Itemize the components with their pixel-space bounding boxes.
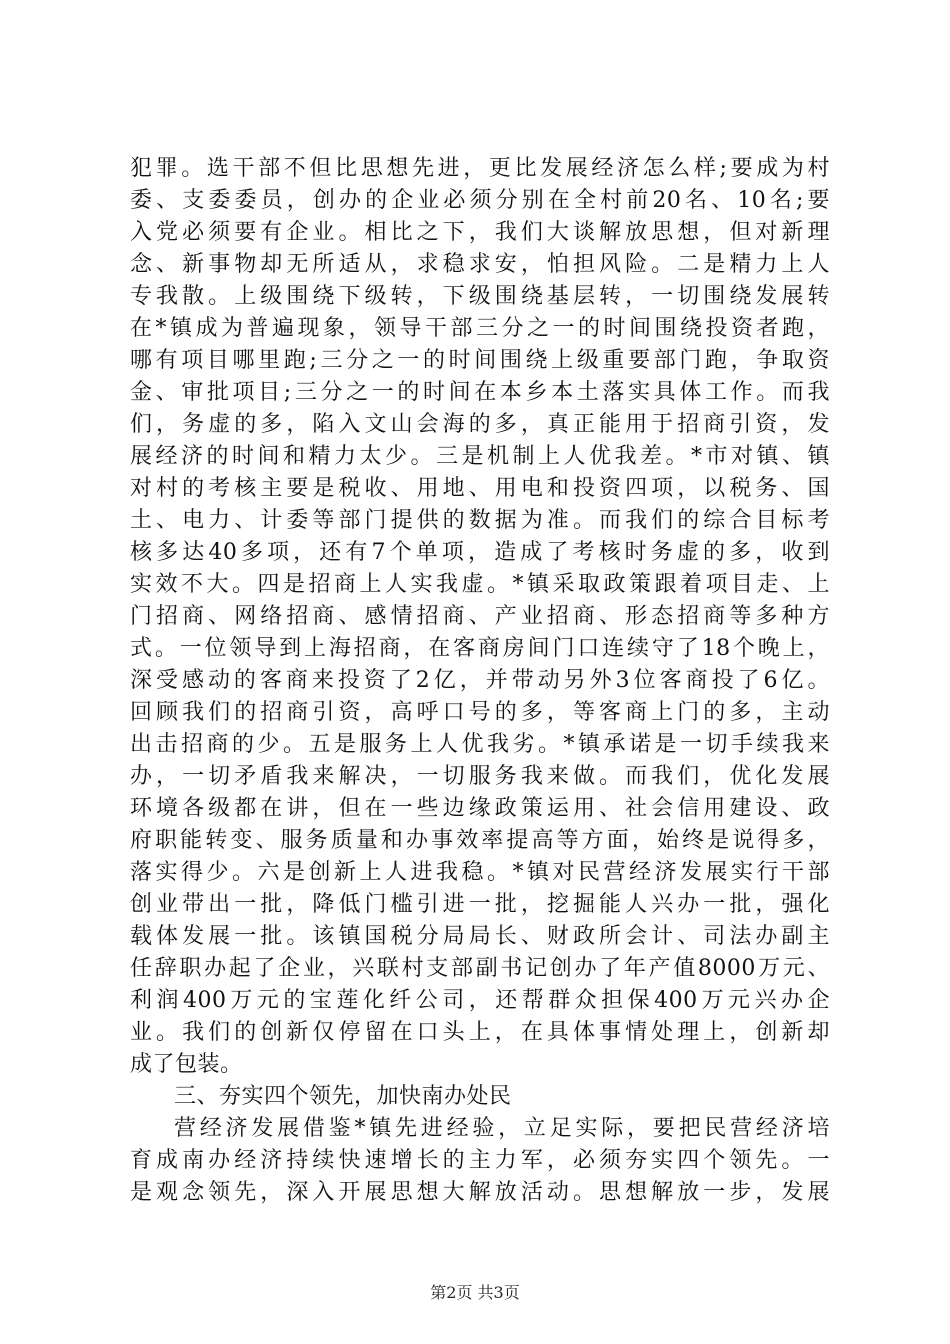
text-line: 念、新事物却无所适从，求稳求安，怕担风险。二是精力上人 <box>130 252 830 277</box>
text-line: 创业带出一批，降低门槛引进一批，挖掘能人兴办一批，强化 <box>130 892 830 917</box>
text-line: 在*镇成为普遍现象，领导干部三分之一的时间围绕投资者跑， <box>130 316 830 341</box>
text-line: 回顾我们的招商引资，高呼口号的多，等客商上门的多，主动 <box>130 700 830 725</box>
text-line: 门招商、网络招商、感情招商、产业招商、形态招商等多种方 <box>130 604 830 629</box>
text-line: 土、电力、计委等部门提供的数据为准。而我们的综合目标考 <box>130 508 830 533</box>
text-line: 三、夯实四个领先，加快南办处民 <box>174 1084 512 1109</box>
text-line: 对村的考核主要是税收、用地、用电和投资四项，以税务、国 <box>130 476 830 501</box>
text-line: 业。我们的创新仅停留在口头上，在具体事情处理上，创新却 <box>130 1020 830 1045</box>
text-line: 出击招商的少。五是服务上人优我劣。*镇承诺是一切手续我来 <box>130 732 830 757</box>
text-line: 犯罪。选干部不但比思想先进，更比发展经济怎么样;要成为村 <box>130 156 830 181</box>
text-line: 式。一位领导到上海招商，在客商房间门口连续守了18个晚上， <box>130 636 830 661</box>
text-line: 办，一切矛盾我来解决，一切服务我来做。而我们，优化发展 <box>130 764 830 789</box>
text-line: 们，务虚的多，陷入文山会海的多，真正能用于招商引资，发 <box>130 412 830 437</box>
text-line: 任辞职办起了企业，兴联村支部副书记创办了年产值8000万元、 <box>130 956 830 981</box>
text-line: 展经济的时间和精力太少。三是机制上人优我差。*市对镇、镇 <box>130 444 830 469</box>
text-line: 载体发展一批。该镇国税分局局长、财政所会计、司法办副主 <box>130 924 830 949</box>
text-line: 核多达40多项，还有7个单项，造成了考核时务虚的多，收到 <box>130 540 830 565</box>
page-footer: 第2页 共3页 <box>430 1283 520 1302</box>
text-line: 落实得少。六是创新上人进我稳。*镇对民营经济发展实行干部 <box>130 860 830 885</box>
text-line: 哪有项目哪里跑;三分之一的时间围绕上级重要部门跑，争取资 <box>130 348 830 373</box>
text-line: 实效不大。四是招商上人实我虚。*镇采取政策跟着项目走、上 <box>130 572 830 597</box>
text-line: 专我散。上级围绕下级转，下级围绕基层转，一切围绕发展转 <box>130 284 830 309</box>
text-line: 入党必须要有企业。相比之下，我们大谈解放思想，但对新理 <box>130 220 830 245</box>
text-line: 营经济发展借鉴*镇先进经验，立足实际，要把民营经济培 <box>174 1116 830 1141</box>
text-line: 深受感动的客商来投资了2亿，并带动另外3位客商投了6亿。 <box>130 668 830 693</box>
text-line: 利润400万元的宝莲化纤公司，还帮群众担保400万元兴办企 <box>130 988 830 1013</box>
text-line: 成了包装。 <box>130 1052 243 1077</box>
text-line: 是观念领先，深入开展思想大解放活动。思想解放一步，发展 <box>130 1180 830 1205</box>
text-line: 金、审批项目;三分之一的时间在本乡本土落实具体工作。而我 <box>130 380 830 405</box>
text-line: 环境各级都在讲，但在一些边缘政策运用、社会信用建设、政 <box>130 796 830 821</box>
text-line: 府职能转变、服务质量和办事效率提高等方面，始终是说得多， <box>130 828 830 853</box>
text-line: 委、支委委员，创办的企业必须分别在全村前20名、10名;要 <box>130 188 830 213</box>
body-text <box>130 153 830 1209</box>
text-line: 育成南办经济持续快速增长的主力军，必须夯实四个领先。一 <box>130 1148 830 1173</box>
